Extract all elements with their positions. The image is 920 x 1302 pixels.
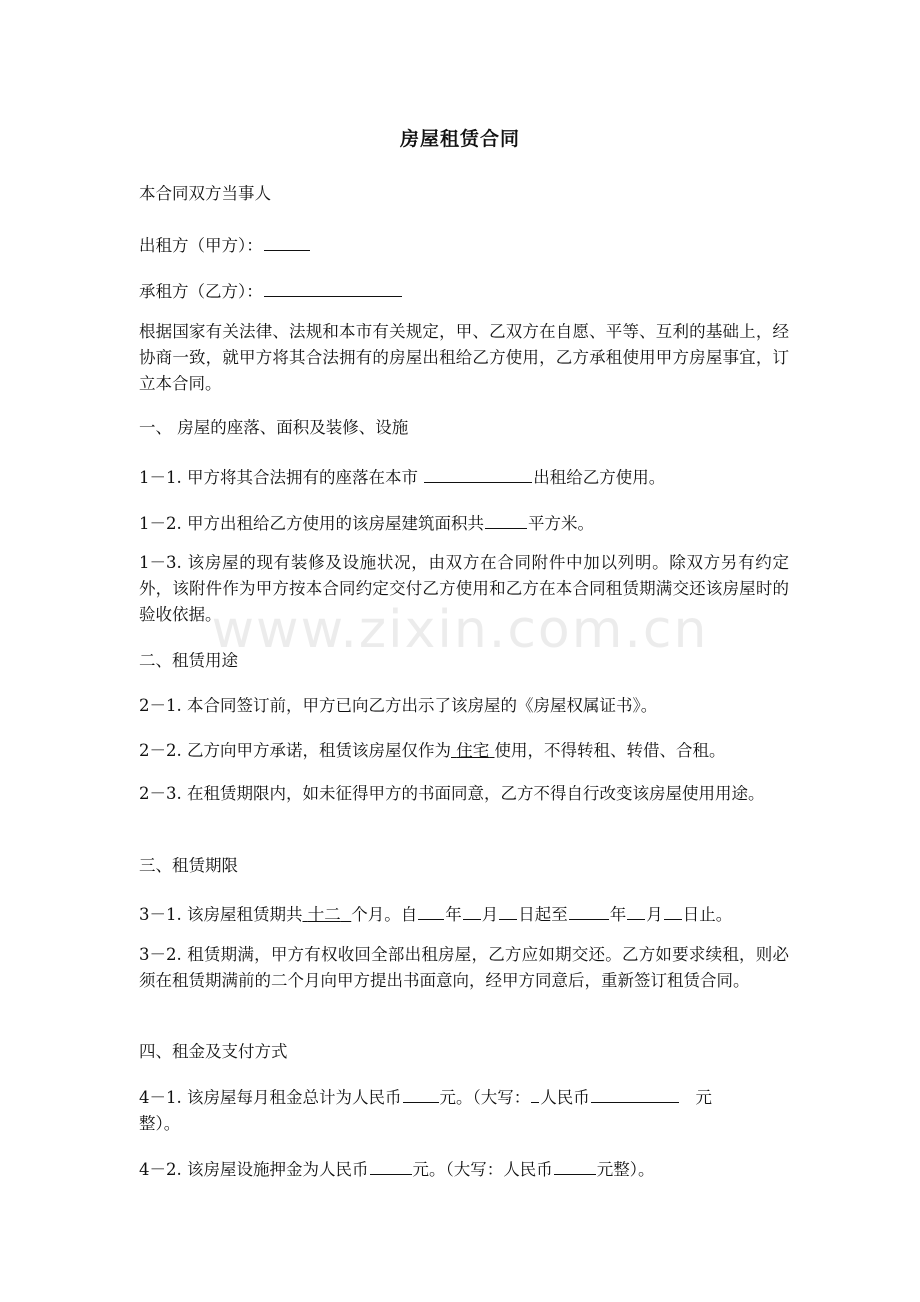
clause-1-1	[139, 462, 799, 491]
clause-4-1-text-b: 元。（大写：	[439, 1088, 531, 1107]
preamble-paragraph: 根据国家有关法律、法规和本市有关规定，甲、乙双方在自愿、平等、互利的基础上，经协商一致，就甲方将其合法拥有的房屋出租给乙方使用，乙方承租使用甲方房屋事宜，订立本合同。	[139, 322, 789, 393]
use-value	[451, 741, 495, 760]
area-blank	[485, 508, 527, 529]
clause-4-1-text-e: 整）。	[139, 1114, 181, 1133]
lessor-blank	[264, 230, 310, 251]
clause-2-3: 2－3. 在租赁期限内，如未征得甲方的书面同意，乙方不得自行改变该房屋使用用途。	[139, 784, 765, 803]
section-4-heading: 四、租金及支付方式	[139, 1042, 288, 1061]
start-day-label: 日起至	[518, 905, 568, 924]
start-day-blank	[499, 899, 517, 920]
document-title: 房屋租赁合同	[399, 128, 520, 150]
clause-4-1-text-d: 元	[695, 1088, 712, 1107]
end-year-blank	[569, 899, 609, 920]
start-month-label: 月	[481, 905, 499, 924]
clause-1-2-text-b: 平方米。	[528, 514, 594, 533]
start-month-blank	[463, 899, 481, 920]
watermark: www.zixin.com.cn	[211, 600, 709, 660]
lessor-label: 出租方（甲方）：	[139, 236, 263, 255]
deposit-words-blank	[554, 1154, 596, 1175]
clause-1-2-text-a: 1－2. 甲方出租给乙方使用的该房屋建筑面积共	[139, 514, 484, 533]
lessee-line	[139, 276, 799, 305]
lessor-line	[139, 230, 799, 259]
section-1-heading: 一、 房屋的座落、面积及装修、设施	[139, 418, 409, 437]
end-month-label: 月	[646, 905, 663, 924]
clause-4-1-text-a: 4－1. 该房屋每月租金总计为人民币	[139, 1088, 402, 1107]
lessee-label: 承租方（乙方）：	[139, 282, 263, 301]
clause-3-2: 3－2. 租赁期满，甲方有权收回全部出租房屋，乙方应如期交还。乙方如要求续租，则必须在租赁期满前的二个月向甲方提出书面意向，经甲方同意后，重新签订租赁合同。	[139, 945, 789, 990]
clause-2-2-text-a: 2－2. 乙方向甲方承诺，租赁该房屋仅作为	[139, 741, 451, 760]
section-2-heading: 二、租赁用途	[139, 651, 238, 670]
intro-line	[139, 181, 799, 207]
address-blank	[424, 462, 532, 483]
clause-4-1-text-c: 人民币	[540, 1088, 590, 1107]
start-year-label: 年	[445, 905, 462, 924]
rent-words-blank	[591, 1082, 679, 1103]
section-3-heading: 三、租赁期限	[139, 856, 238, 875]
use-value-text: 住宅	[456, 741, 490, 760]
clause-1-1-text-a: 1－1. 甲方将其合法拥有的座落在本市	[139, 468, 424, 487]
clause-4-2-text-c: 元整）。	[596, 1160, 655, 1179]
clause-3-1-text-a: 3－1. 该房屋租赁期共	[139, 905, 303, 924]
clause-3-1-text-b: 个月。自	[351, 905, 418, 924]
clause-4-2-text-a: 4－2. 该房屋设施押金为人民币	[139, 1160, 369, 1179]
end-year-label: 年	[609, 905, 627, 924]
clause-2-2-text-b: 使用，不得转租、转借、合租。	[494, 741, 726, 760]
end-day-label: 日止。	[682, 905, 733, 924]
end-month-blank	[627, 899, 645, 920]
clause-1-2	[139, 508, 799, 537]
rent-words-lead-blank	[531, 1082, 539, 1103]
clause-4-1	[139, 1082, 789, 1137]
months-value	[303, 905, 352, 924]
lessee-blank	[264, 276, 402, 297]
deposit-blank	[370, 1154, 412, 1175]
monthly-rent-blank	[403, 1082, 439, 1103]
clause-4-2	[139, 1154, 799, 1183]
start-year-blank	[418, 899, 444, 920]
end-day-blank	[664, 899, 682, 920]
clause-4-2-text-b: 元。（大写：人民币	[412, 1160, 553, 1179]
months-value-text: 十二	[307, 905, 341, 924]
intro-text: 本合同双方当事人	[139, 184, 271, 203]
clause-2-1: 2－1. 本合同签订前，甲方已向乙方出示了该房屋的《房屋权属证书》。	[139, 696, 658, 715]
clause-3-1	[139, 899, 799, 928]
clause-1-1-text-b: 出租给乙方使用。	[533, 468, 666, 487]
clause-1-3: 1－3. 该房屋的现有装修及设施状况，由双方在合同附件中加以列明。除双方另有约定外，该附件作为甲方按本合同约定交付乙方使用和乙方在本合同租赁期满交还该房屋时的验收依据。	[139, 553, 789, 624]
clause-2-2	[139, 738, 799, 764]
